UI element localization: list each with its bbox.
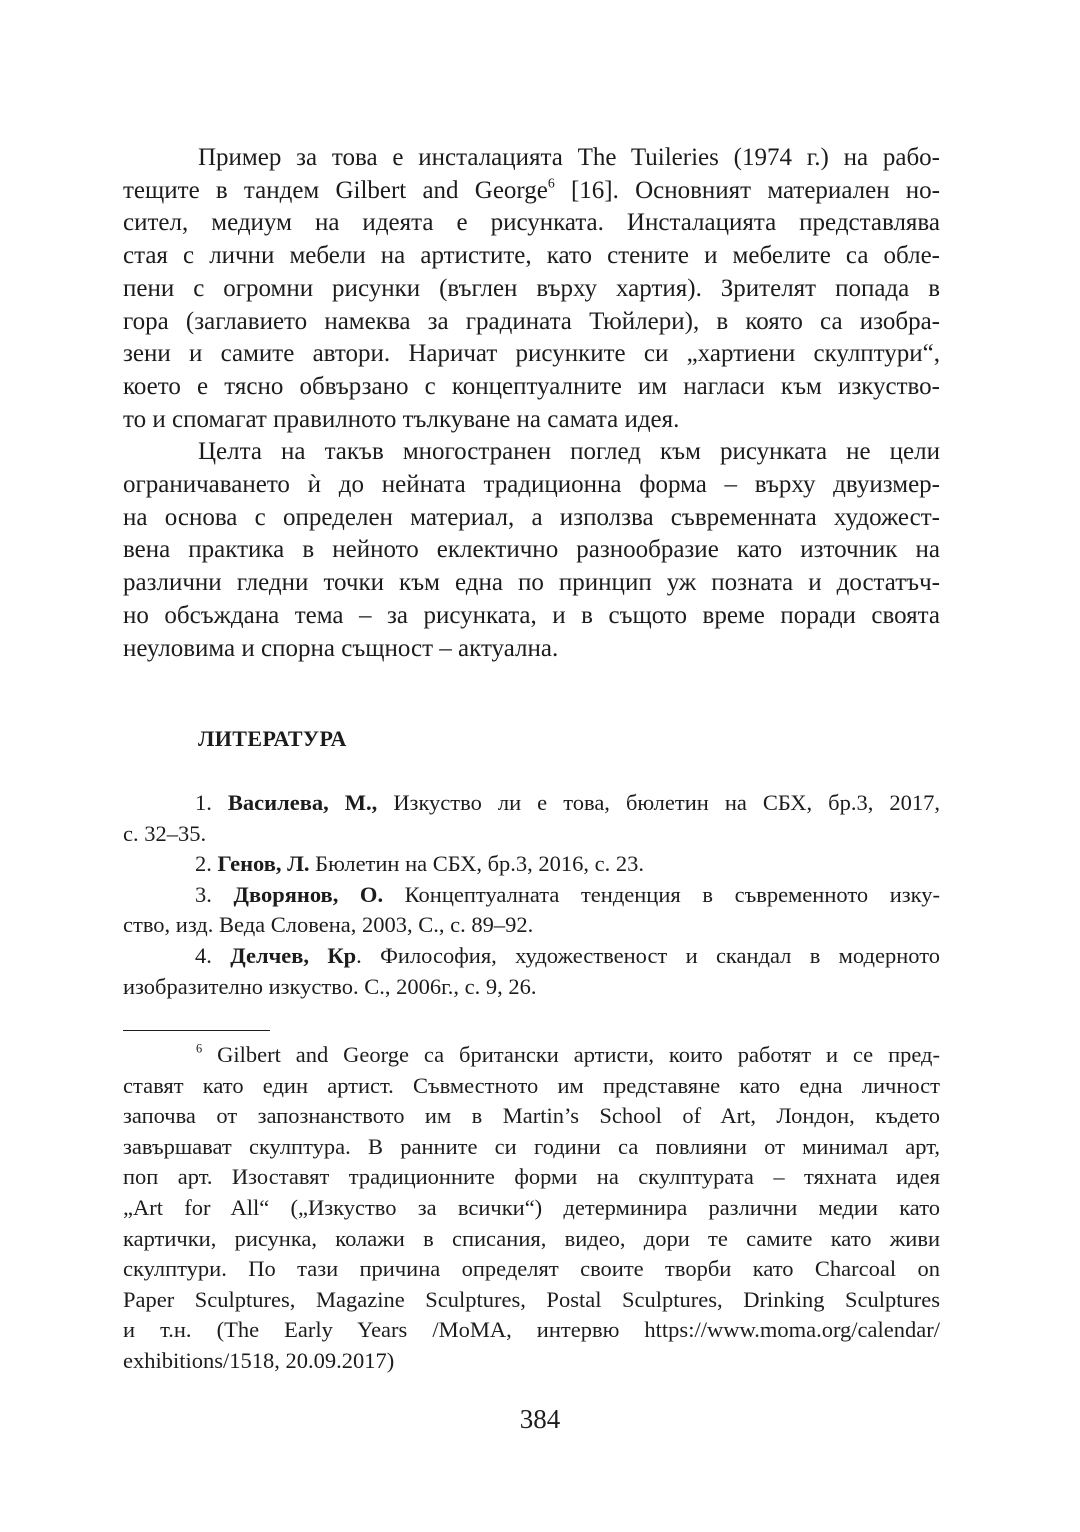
references-list: [123, 788, 940, 1002]
reference-author: Василева, М.,: [227, 790, 378, 815]
text-line: то и спомагат правилното тълкуване на самата идея.: [123, 405, 680, 433]
text-line: но обсъждана тема – за рисунката, и в същото време поради своята: [123, 601, 940, 629]
main-text: [123, 142, 940, 665]
text-line: exhibitions/1518, 20.09.2017): [123, 1347, 395, 1373]
footnote-marker: 6: [547, 175, 555, 191]
text-line: на основа с определен материал, а използва съвременната художест-: [123, 503, 940, 531]
text-line: ставят като един артист. Съвместното им представяне като една личност: [123, 1072, 940, 1098]
text-line: Целта на такъв многостранен поглед към рисунката не цели: [198, 438, 940, 466]
reference-author: Делчев, Кр: [230, 942, 357, 968]
text-line: тещите в тандем Gilbert and George$^6$ [16]. Основният материален но-: [123, 175, 940, 204]
text-line: вена практика в нейното еклектично разнообразие като източник на: [123, 536, 940, 564]
text-line: 2. Генов, Л. Бюлетин на СБХ, бр.3, 2016, с. 23.: [195, 851, 645, 877]
text-line: стая с лични мебели на артистите, като стените и мебелите са обле-: [123, 242, 940, 270]
text-line: поп арт. Изоставят традиционните форми на скулптурата – тяхната идея: [123, 1164, 940, 1190]
text-line: Пример за това е инсталацията The Tuileries (1974 г.) на рабо-: [198, 144, 940, 171]
reference-author: Дворянов, О.: [233, 881, 384, 907]
text-line: картички, рисунка, колажи в списания, видео, дори те самите като живи: [123, 1225, 940, 1251]
reference-item: [123, 788, 940, 849]
reference-item: [123, 849, 940, 880]
references-heading: ЛИТЕРАТУРА: [198, 726, 347, 751]
reference-item: [123, 941, 940, 1002]
text-line: $^6$ Gilbert and George са британски артисти, които работят и се пред-: [196, 1041, 940, 1067]
footnote: [123, 1040, 940, 1377]
paragraph-1: [123, 142, 940, 436]
text-line: скулптури. По тази причина определят своите творби като Charcoal on: [123, 1256, 940, 1282]
text-line: пени с огромни рисунки (въглен върху хартия). Зрителят попада в: [123, 274, 940, 302]
text-line: 4. Делчев, Кр. Философия, художественост и скандал в модерното: [195, 942, 940, 968]
text-line: 1. Василева, М., Изкуство ли е това, бюлетин на СБХ, бр.3, 2017,: [195, 790, 940, 815]
text-line: неуловима и спорна същност – актуална.: [123, 634, 559, 662]
text-line: и т.н. (The Early Years /MoMA, интервю https://www.moma.org/calendar/: [123, 1317, 940, 1343]
text-line: Paper Sculptures, Magazine Sculptures, Postal Sculptures, Drinking Sculptures: [123, 1286, 940, 1312]
text-line: гора (заглавието намеква за градината Тюйлери), в която са изобра-: [123, 307, 940, 335]
footnote-marker: 6: [196, 1041, 203, 1056]
text-line: започва от запознанството им в Martin’s School of Art, Лондон, където: [123, 1103, 940, 1129]
text-line: ство, изд. Веда Словена, 2003, С., с. 89–92.: [123, 912, 534, 938]
text-line: ограничаването ѝ до нейната традиционна форма – върху двуизмер-: [123, 471, 940, 499]
text-line: изобразително изкуство. С., 2006г., с. 9, 26.: [123, 973, 537, 999]
text-line: „Art for All“ („Изкуство за всички“) детерминира различни медии като: [123, 1194, 940, 1220]
footnote-text: [123, 1040, 940, 1377]
text-line: зени и самите автори. Наричат рисунките си „хартиени скулптури“,: [123, 340, 940, 368]
reference-item: [123, 880, 940, 941]
text-line: сител, медиум на идеята е рисунката. Инсталацията представлява: [123, 209, 940, 237]
reference-author: Генов, Л.: [217, 851, 310, 877]
text-line: което е тясно обвързано с концептуалните им нагласи към изкуство-: [123, 372, 940, 400]
text-line: 3. Дворянов, О. Концептуалната тенденция в съвременното изку-: [195, 881, 940, 907]
text-line: завършават скулптура. В ранните си години са повлияни от минимал арт,: [123, 1133, 940, 1159]
text-line: различни гледни точки към една по принцип уж позната и достатъч-: [123, 569, 940, 597]
paragraph-2: [123, 436, 940, 665]
text-line: с. 32–35.: [123, 820, 207, 846]
page-number: 384: [519, 1404, 561, 1434]
footnote-separator: [123, 1030, 270, 1031]
